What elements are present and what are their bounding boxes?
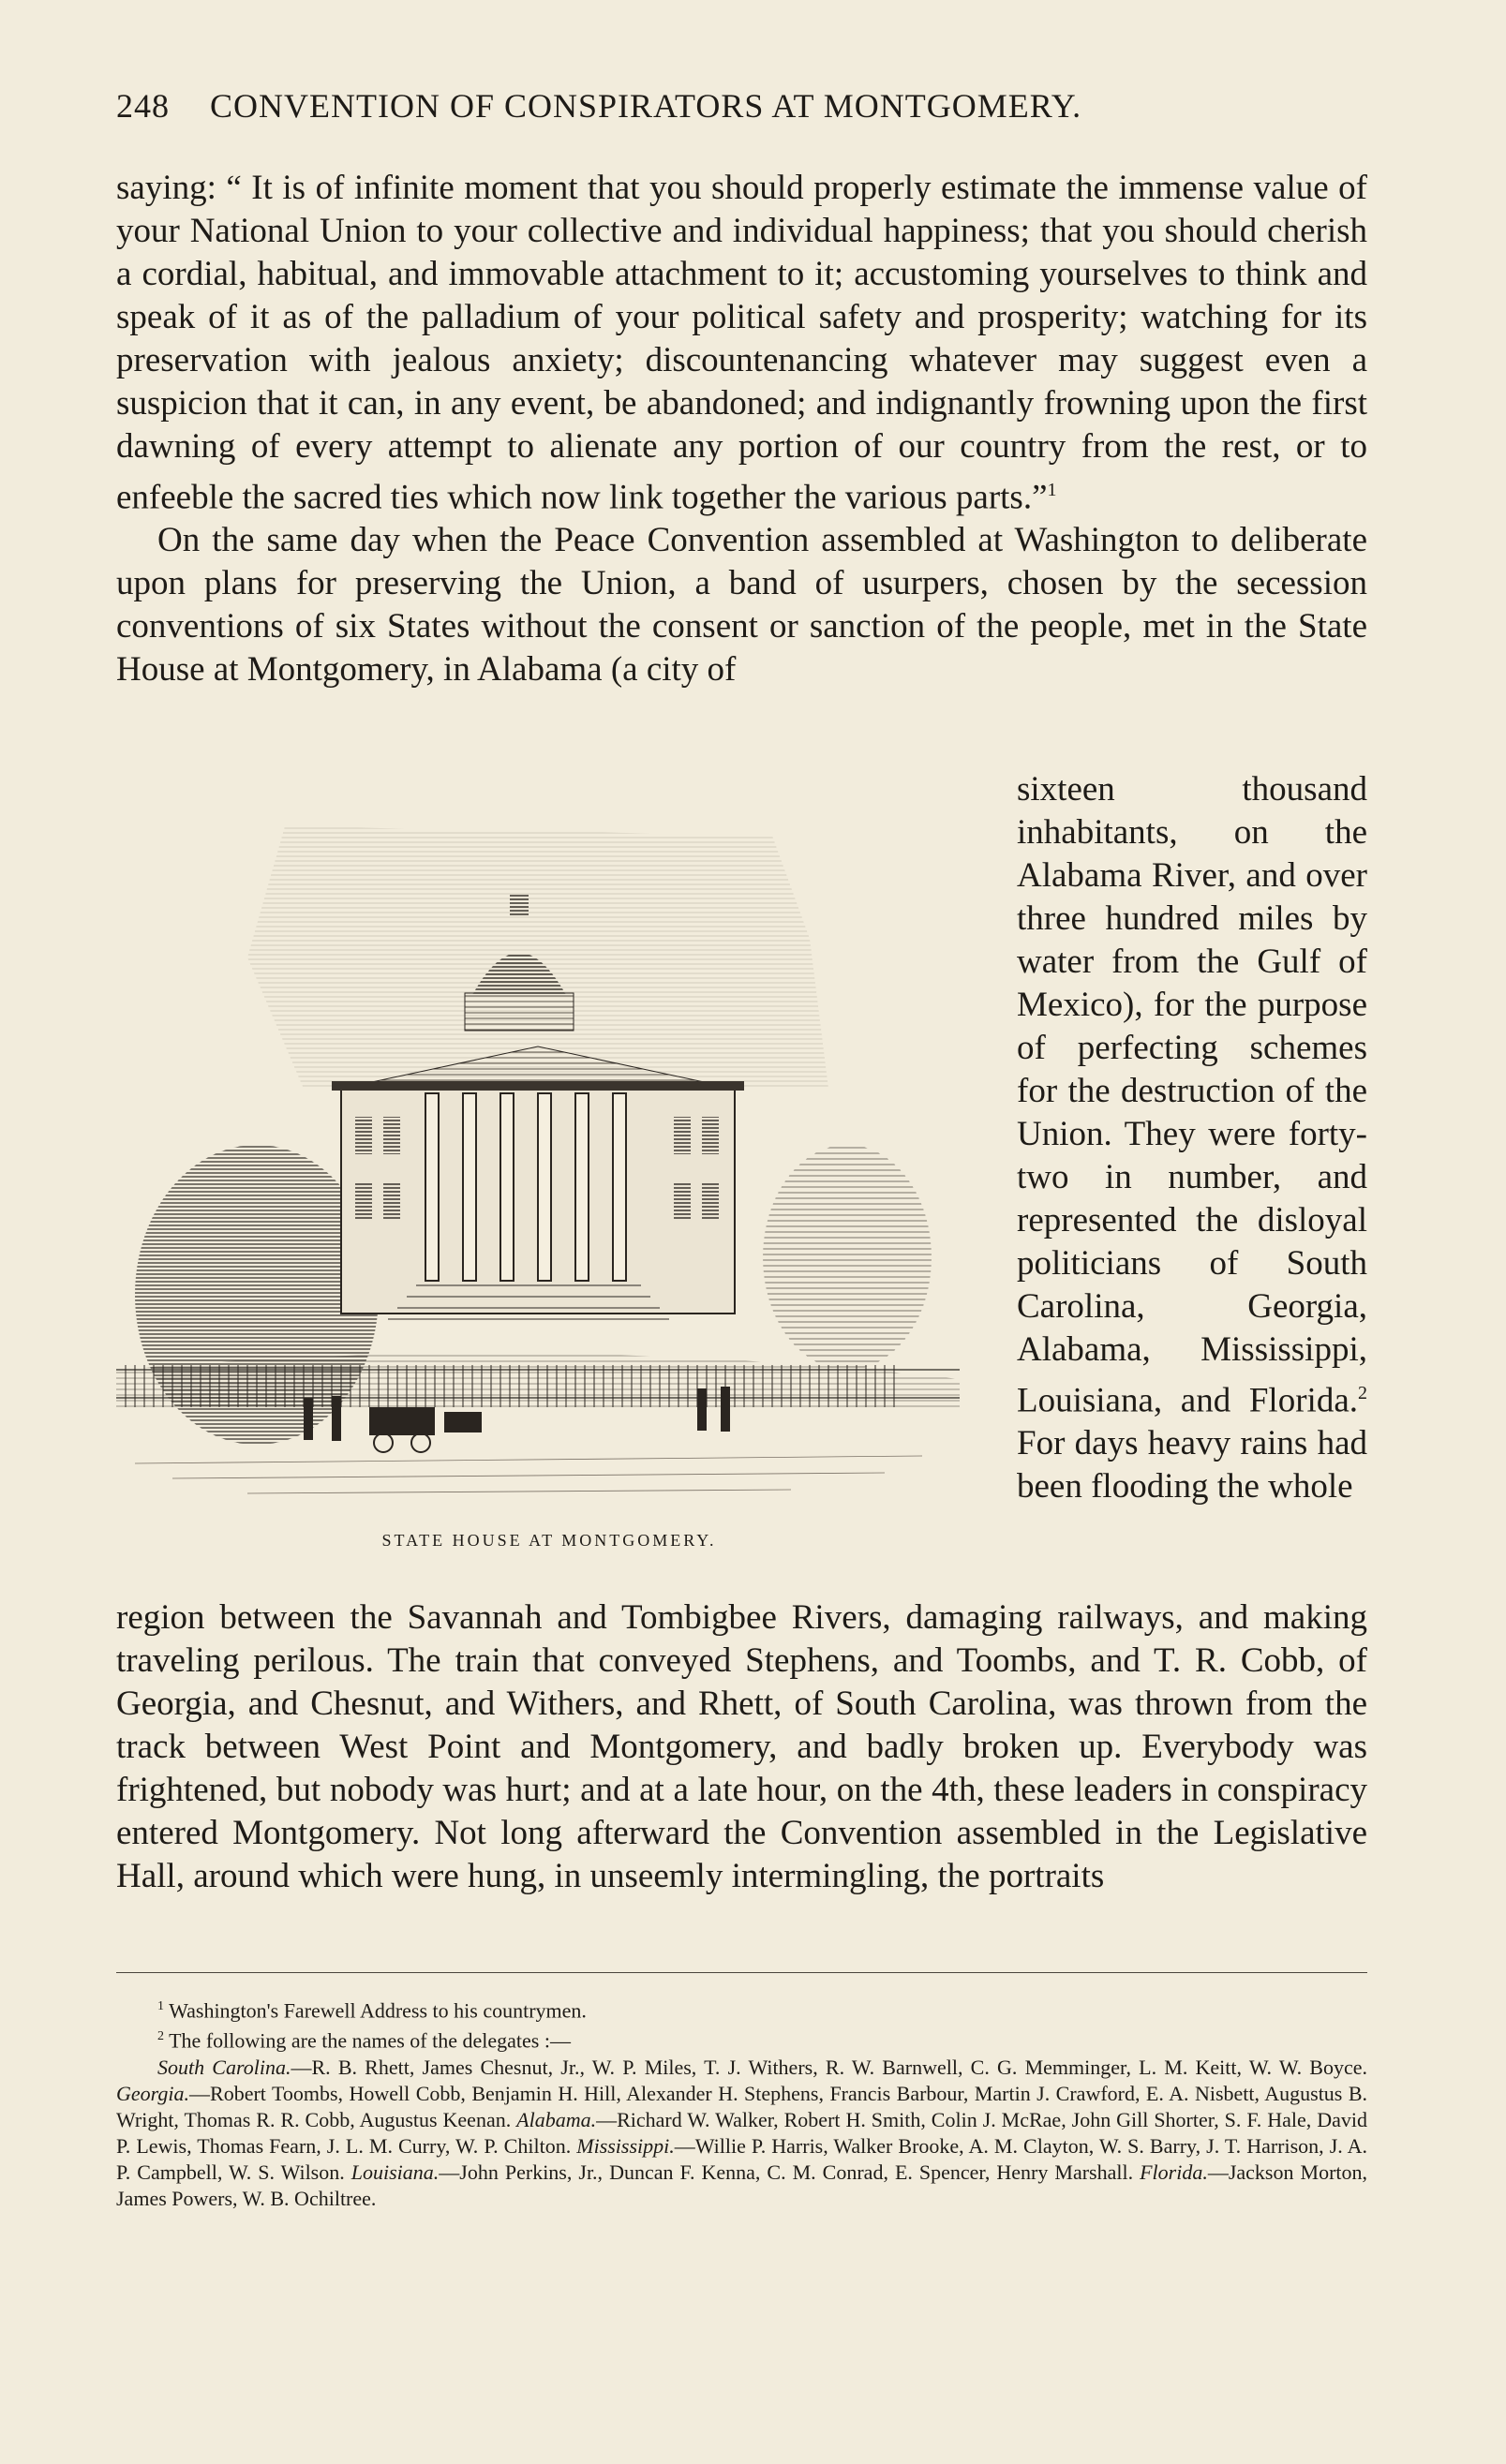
- delegate-list: —Robert Toombs, Howell Cobb, Benjamin H. Hill, Alexander H. Stephens, Francis Barbour, Martin J. Crawford, E. A. Nisbett, Augustus B. Wright, Thomas R. R. Cobb, Augustus Keenan.: [116, 2081, 1367, 2131]
- top-text-block: [116, 167, 1367, 691]
- footnote-2-delegates: [116, 2055, 1367, 2212]
- cornice: [332, 1081, 744, 1091]
- state-name: Louisiana.: [350, 2160, 440, 2184]
- cupola: [510, 894, 529, 916]
- footnote-2-intro-text: The following are the names of the delegates :—: [169, 2028, 571, 2053]
- delegate-list: —Richard W. Walker, Robert H. Smith, Colin J. McRae, John Gill Shorter, S. F. Hale, David P. Lewis, Thomas Fearn, J. L. M. Curry, W. P. Chilton.: [116, 2107, 1367, 2158]
- state-house-engraving: [116, 808, 978, 1520]
- montgomery-paragraph-start: On the same day when the Peace Convention assembled at Washington to deliberate upon plans for preserving the Union, a band of usurpers, chosen by the secession conventions of six States without the consent or sanction of the people, met in the State House at Montgomery, in Alabama (a city of: [116, 521, 1367, 690]
- road-hatching: [135, 1456, 922, 1493]
- dome-drum: [465, 993, 574, 1031]
- state-name: Georgia.: [116, 2081, 190, 2105]
- state-name: South Carolina.: [157, 2055, 291, 2079]
- footnote-ref-1: 1: [1047, 480, 1057, 500]
- footnote-1: [116, 1994, 1367, 2024]
- quote-paragraph: [116, 167, 1367, 519]
- footnotes: [116, 1994, 1367, 2212]
- bottom-paragraph: region between the Savannah and Tombigbee Rivers, damaging railways, and making traveling perilous. The train that conveyed Stephens, and Toombs, and T. R. Cobb, of Georgia, and Chesnut, and Withers, and Rhett, of South Carolina, was thrown from the track between West Point and Montgomery, and badly broken up. Everybody was frightened, but nobody was hurt; and at a late hour, on the 4th, these leaders in conspiracy entered Montgomery. Not long afterward the Convention assembled in the Legislative Hall, around which were hung, in unseemly intermingling, the portraits: [116, 1598, 1367, 1895]
- bottom-text-block: [116, 1596, 1367, 1898]
- side-paragraph: [1017, 768, 1367, 1508]
- right-tree: [763, 1145, 932, 1370]
- quote-text: saying: “ It is of infinite moment that you should properly estimate the immense value of your National Union to your collective and individual happiness; that you should cherish a cordial, habitual, and immovable attachment to it; accustoming yourselves to think and speak of it as of the palladium of your political safety and prosperity; watching for its preservation with jealous anxiety; discountenancing whatever may suggest even a suspicion that it can, in any event, be abandoned; and indignantly frowning upon the first dawning of every attempt to alienate any portion of our country from the rest, or to enfeeble the sacred ties which now link together the various parts.”: [116, 169, 1367, 517]
- side-text-block: [1017, 768, 1367, 1508]
- page-number: 248: [116, 87, 170, 125]
- footnote-2-marker: 2: [157, 2029, 164, 2044]
- delegate-list: —Willie P. Harris, Walker Brooke, A. M. Clayton, W. S. Barry, J. T. Harrison, J. A. P. Campbell, W. S. Wilson.: [116, 2133, 1367, 2184]
- state-name: Alabama.: [516, 2107, 597, 2131]
- figure-caption: STATE HOUSE AT MONTGOMERY.: [381, 1531, 717, 1550]
- state-house-illustration: [116, 808, 978, 1520]
- footnote-ref-2: 2: [1358, 1383, 1367, 1403]
- delegate-list: —R. B. Rhett, James Chesnut, Jr., W. P. Miles, T. J. Withers, R. W. Barnwell, C. G. Memminger, L. M. Keitt, W. W. Boyce.: [291, 2055, 1367, 2079]
- state-name: Florida.: [1140, 2160, 1208, 2184]
- running-header: [116, 86, 1222, 126]
- running-title: CONVENTION OF CONSPIRATORS AT MONTGOMERY.: [210, 87, 1082, 125]
- footnote-1-marker: 1: [157, 1999, 164, 2013]
- delegate-list: —Jackson Morton, James Powers, W. B. Ochiltree.: [116, 2160, 1368, 2210]
- footnote-2-intro: [116, 2024, 1367, 2054]
- footnote-1-text: Washington's Farewell Address to his countrymen.: [169, 1998, 587, 2023]
- side-text-b: For days heavy rains had been flooding the whole: [1017, 1424, 1367, 1507]
- footnote-divider: [116, 1972, 1367, 1973]
- delegate-list: —John Perkins, Jr., Duncan F. Kenna, C. M. Conrad, E. Spencer, Henry Marshall.: [439, 2160, 1141, 2184]
- state-name: Mississippi.: [576, 2133, 675, 2158]
- side-text-a: sixteen thousand inhabitants, on the Alabama River, and over three hundred miles by water from the Gulf of Mexico), for the purpose of perfecting schemes for the destruction of the Union. They were forty-two in number, and represented the disloyal politicians of South Carolina, Georgia, Alabama, Mississippi, Louisiana, and Florida.: [1017, 770, 1367, 1420]
